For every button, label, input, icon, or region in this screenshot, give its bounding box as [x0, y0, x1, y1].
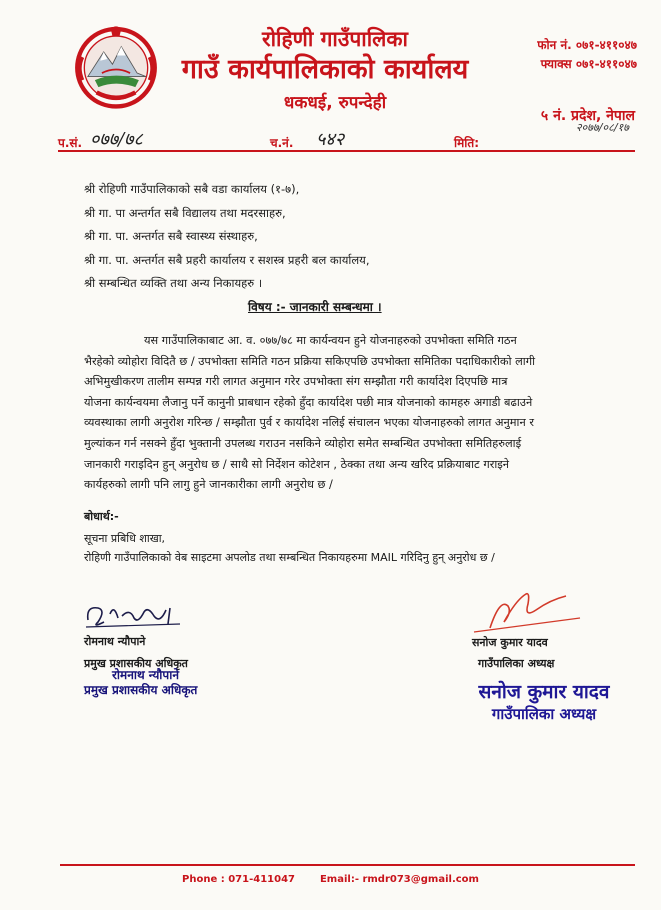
body-line: अभिमुखीकरण तालीम सम्पन्न गरी लागत अनुमान गरेर उपभोक्ता संग सम्झौता गरी कार्यादेश दिएपछि मात्र — [84, 375, 508, 389]
footer-contact — [0, 874, 661, 885]
footer-phone: Phone : 071-411047 — [182, 874, 295, 885]
left-signatory-title: प्रमुख प्रशासकीय अधिकृत — [84, 657, 188, 670]
date-value: २०७७/०८/१७ — [575, 121, 629, 134]
patra-sankhya-value: ०७७/७८ — [90, 129, 143, 150]
recipient-line: श्री सम्बन्धित व्यक्ति तथा अन्य निकायहरु । — [84, 276, 263, 290]
body-line: कार्यहरुको लागी पनि लागु हुने जानकारीका लागी अनुरोध छ / — [84, 478, 333, 492]
patra-sankhya-label: प.सं. — [58, 136, 83, 150]
body-line: यस गाउँपालिकाबाट आ. व. ०७७/७८ मा कार्यन्वयन हुने योजनाहरुको उपभोक्ता समिति गठन — [144, 334, 517, 347]
date-label: मिति: — [454, 136, 480, 150]
left-stamp-title: प्रमुख प्रशासकीय अधिकृत — [84, 683, 198, 697]
recipient-line: श्री गा. पा अन्तर्गत सबै विद्यालय तथा मदरसाहरु, — [84, 205, 286, 220]
header-divider — [58, 150, 635, 152]
letterhead-fax: फ्याक्स ०७१-४११०४७ — [540, 57, 637, 71]
right-stamp-name: सनोज कुमार यादव — [478, 681, 610, 703]
body-line: व्यवस्थाका लागी अनुरोश गरिन्छ / सम्झौता पुर्व र कार्यादेश नलिई संचालन भएका योजनाहरुको लागत अनुमान र — [84, 416, 534, 430]
body-line: जानकारी गराइदिन हुन् अनुरोध छ / साथै सो निर्देशन कोटेशन , ठेक्का तथा अन्य खरिद प्रक्रियाबाट गराइने — [84, 457, 510, 471]
recipient-line: श्री रोहिणी गाउँपालिकाको सबै वडा कार्यालय (१-७), — [84, 182, 300, 196]
right-signature-icon — [470, 588, 590, 634]
chalani-number-label: च.नं. — [270, 136, 294, 150]
left-stamp — [84, 668, 197, 698]
left-stamp-name: रोमनाथ न्यौपाने — [112, 668, 179, 682]
cc-list — [84, 529, 495, 567]
recipient-line: श्री गा. पा. अन्तर्गत सबै स्वास्थ्य संस्थाहरु, — [84, 229, 258, 243]
reference-row — [58, 121, 635, 152]
body-line: योजना कार्यन्वयमा लैजानु पर्ने कानुनी प्राबधान रहेको हुँदा कार्यादेश पछी मात्र योजनाको कामहरु अगाडी बढाउने — [84, 395, 533, 409]
cc-line: सूचना प्रबिधि शाखा, — [84, 532, 166, 545]
footer-email[interactable]: Email:- rmdr073@gmail.com — [319, 874, 479, 885]
letterhead-phone: फोन नं. ०७१-४११०४७ — [537, 38, 637, 52]
letterhead-address: धकधई, रुपन्देही — [283, 93, 387, 113]
recipient-line: श्री गा. पा. अन्तर्गत सबै प्रहरी कार्यालय र सशस्त्र प्रहरी बल कार्यालय, — [84, 252, 370, 267]
letter-subject: विषय :- जानकारी सम्बन्धमा । — [248, 300, 382, 314]
body-line: मुल्यांकन गर्न नसक्ने हुँदा भुक्तानी उपलब्ध गराउन नसकिने व्योहोरा समेत सम्बन्धित उपभोक्ता समितिहरुलाई — [84, 436, 522, 450]
right-signatory-name: सनोज कुमार यादव — [472, 636, 548, 649]
right-signatory-title: गाउँपालिका अध्यक्ष — [478, 657, 555, 670]
letterhead-municipality-name: रोहिणी गाउँपालिका — [262, 27, 408, 51]
left-signature-icon — [84, 600, 194, 630]
nepal-emblem-icon — [72, 22, 160, 110]
left-signatory-name: रोमनाथ न्यौपाने — [84, 635, 146, 648]
letter-body — [84, 331, 594, 496]
right-stamp — [454, 680, 634, 724]
cc-line: रोहिणी गाउँपालिकाको वेब साइटमा अपलोड तथा सम्बन्धित निकायहरुमा MAIL गरिदिनु हुन् अनुरोध छ / — [84, 551, 495, 564]
chalani-number-value: ५४२ — [316, 129, 345, 150]
right-stamp-title: गाउँपालिका अध्यक्ष — [491, 705, 597, 723]
footer-divider — [60, 864, 635, 866]
cc-title: बोधार्थ:- — [84, 510, 119, 523]
letterhead-office-name: गाउँ कार्यपालिकाको कार्यालय — [181, 54, 469, 85]
body-line: भैरहेको व्योहोरा विदितै छ / उपभोक्ता समिति गठन प्रक्रिया सकिएपछि उपभोक्ता समितिका पदाधिकारीको लागी — [84, 354, 536, 368]
letterhead-province: ५ नं. प्रदेश, नेपाल — [540, 108, 635, 124]
recipient-list — [84, 178, 604, 296]
